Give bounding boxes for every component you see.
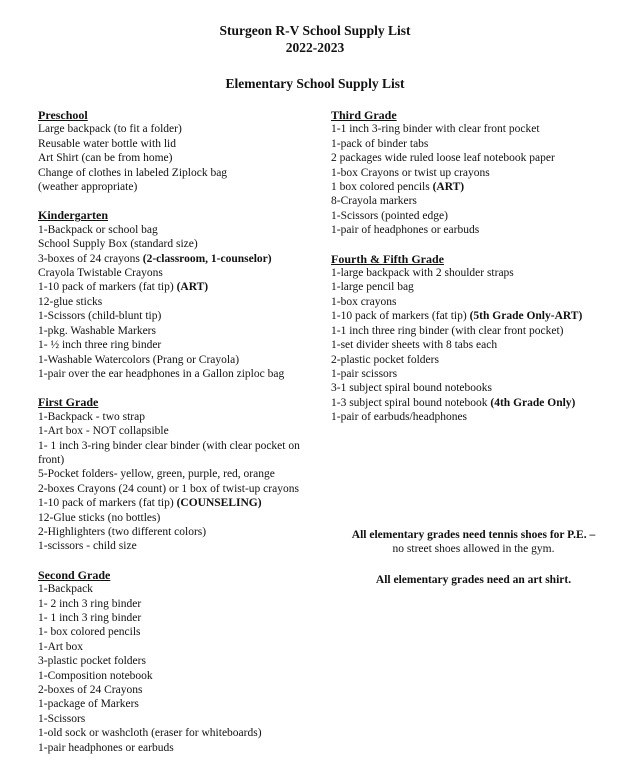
- list-item: 3-plastic pocket folders: [38, 655, 146, 668]
- left-column: [38, 108, 313, 769]
- list-item: 1-Washable Watercolors (Prang or Crayola): [38, 353, 240, 366]
- school-year: 2022-2023: [285, 40, 345, 55]
- list-item: 1-Backpack - two strap: [38, 410, 145, 423]
- list-item: 5-Pocket folders- yellow, green, purple, red, orange: [38, 468, 275, 481]
- list-item: 1-box crayons: [331, 295, 397, 308]
- list-item: 1-Composition notebook: [38, 669, 153, 682]
- list-item: 1-box Crayons or twist up crayons: [331, 166, 490, 179]
- list-item: 2-Highlighters (two different colors): [38, 525, 207, 538]
- section-title-second-grade: Second Grade: [38, 567, 111, 582]
- list-item: Crayola Twistable Crayons: [38, 267, 163, 280]
- list-item: Art Shirt (can be from home): [38, 152, 173, 165]
- note-no-street-shoes: no street shoes allowed in the gym.: [392, 543, 555, 556]
- section-title-first-grade: First Grade: [38, 395, 99, 410]
- list-item: 1-Art box - NOT collapsible: [38, 425, 169, 438]
- list-item: 1-large pencil bag: [331, 281, 414, 294]
- list-item: 1-pack of binder tabs: [331, 137, 429, 150]
- section-title-kindergarten: Kindergarten: [38, 208, 108, 223]
- list-item: 2-boxes of 24 Crayons: [38, 684, 143, 697]
- list-item: 2-plastic pocket folders: [331, 353, 439, 366]
- document-subtitle: Elementary School Supply List: [225, 76, 405, 91]
- list-item: 1-pair of earbuds/headphones: [331, 411, 468, 424]
- list-item: 1-Art box: [38, 640, 84, 653]
- list-item: 2 packages wide ruled loose leaf notebook paper: [331, 152, 555, 165]
- list-item: 1-large backpack with 2 shoulder straps: [331, 267, 514, 280]
- list-item: School Supply Box (standard size): [38, 238, 198, 251]
- list-item: Large backpack (to fit a folder): [38, 123, 182, 136]
- section-second-grade: [38, 568, 313, 755]
- list-item: 3-1 subject spiral bound notebooks: [331, 382, 492, 395]
- list-item: 3-boxes of 24 crayons (2-classroom, 1-counselor): [38, 252, 272, 265]
- section-third-grade: [331, 108, 616, 238]
- list-item: Reusable water bottle with lid: [38, 137, 176, 150]
- list-item: 12-Glue sticks (no bottles): [38, 511, 161, 524]
- list-item: 1-Backpack or school bag: [38, 223, 158, 236]
- list-item: 8-Crayola markers: [331, 195, 417, 208]
- list-item: 2-boxes Crayons (24 count) or 1 box of twist-up crayons: [38, 482, 299, 495]
- list-item: 1-pair of headphones or earbuds: [331, 224, 480, 237]
- list-item: 1-scissors - child size: [38, 540, 137, 553]
- list-item: 1-pair over the ear headphones in a Gallon ziploc bag: [38, 367, 285, 380]
- list-item: 1-Scissors (child-blunt tip): [38, 310, 162, 323]
- section-title-fourth-fifth-grade: Fourth & Fifth Grade: [331, 251, 444, 266]
- right-column: [331, 108, 616, 439]
- list-item: 1-10 pack of markers (fat tip) (ART): [38, 281, 209, 294]
- section-kindergarten: [38, 208, 313, 381]
- list-item: 12-glue sticks: [38, 295, 103, 308]
- list-item: 1-10 pack of markers (fat tip) (5th Grade Only-ART): [331, 310, 583, 323]
- section-title-preschool: Preschool: [38, 108, 88, 122]
- list-item: 1-1 inch 3-ring binder with clear front pocket: [331, 123, 540, 136]
- list-item: 1-pair scissors: [331, 367, 398, 380]
- note-art-shirt: All elementary grades need an art shirt.: [375, 573, 572, 586]
- list-item: 1-pair headphones or earbuds: [38, 741, 174, 754]
- section-fourth-fifth-grade: [331, 252, 616, 425]
- list-item: 1-1 inch three ring binder (with clear front pocket): [331, 324, 564, 337]
- list-item: 1-3 subject spiral bound notebook (4th Grade Only): [331, 396, 576, 409]
- list-item: (weather appropriate): [38, 181, 138, 194]
- note-tennis-shoes: All elementary grades need tennis shoes for P.E. –: [351, 529, 596, 541]
- list-item: 1-old sock or washcloth (eraser for whiteboards): [38, 727, 262, 740]
- list-item: 1- ½ inch three ring binder: [38, 339, 162, 352]
- list-item: 1 box colored pencils (ART): [331, 181, 465, 194]
- list-item: 1-pkg. Washable Markers: [38, 324, 156, 337]
- list-item: 1- 2 inch 3 ring binder: [38, 597, 142, 610]
- list-item: 1- box colored pencils: [38, 626, 141, 639]
- section-preschool: [38, 108, 313, 194]
- document-title: Sturgeon R-V School Supply List: [219, 23, 411, 38]
- list-item: 1-set divider sheets with 8 tabs each: [331, 339, 498, 352]
- section-first-grade: [38, 395, 313, 553]
- list-item: 1-Scissors: [38, 712, 86, 725]
- list-item: 1-10 pack of markers (fat tip) (COUNSELING): [38, 497, 262, 510]
- list-item: 1-package of Markers: [38, 698, 139, 711]
- section-title-third-grade: Third Grade: [331, 108, 397, 122]
- list-item: 1- 1 inch 3 ring binder: [38, 612, 142, 624]
- general-notes: [331, 528, 616, 587]
- list-item: 1-Backpack: [38, 583, 93, 596]
- list-item: 1- 1 inch 3-ring binder clear binder (with clear pocket on front): [38, 439, 300, 466]
- list-item: Change of clothes in labeled Ziplock bag: [38, 166, 228, 179]
- document-header: [0, 22, 630, 56]
- list-item: 1-Scissors (pointed edge): [331, 209, 448, 222]
